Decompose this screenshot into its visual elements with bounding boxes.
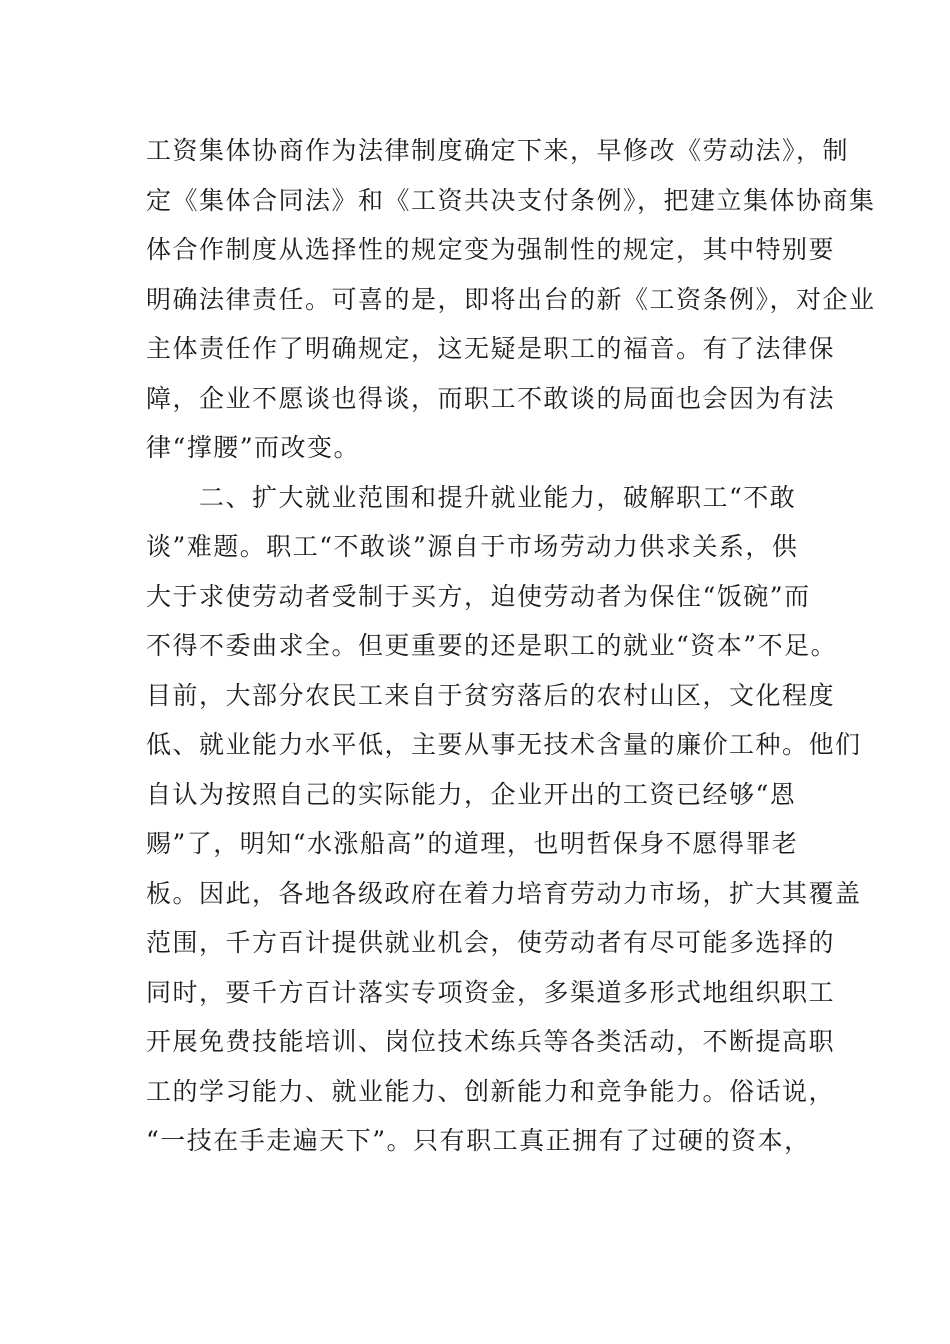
paragraph-two xyxy=(146,473,862,1166)
text-line: 律“撑腰”而改变。 xyxy=(146,433,361,462)
text-line: “一技在手走遍天下”。只有职工真正拥有了过硬的资本， xyxy=(146,1126,811,1155)
text-line: 定《集体合同法》和《工资共决支付条例》，把建立集体协商集 xyxy=(146,185,876,215)
text-line: 开展免费技能培训、岗位技术练兵等各类活动，不断提高职 xyxy=(146,1027,836,1056)
paragraph-continued xyxy=(146,126,876,473)
text-line: 板。因此，各地各级政府在着力培育劳动力市场，扩大其覆盖 xyxy=(146,878,862,908)
text-line: 明确法律责任。可喜的是，即将出台的新《工资条例》，对企业 xyxy=(146,284,876,314)
body-text xyxy=(146,126,876,1166)
text-line: 工的学习能力、就业能力、创新能力和竞争能力。俗话说， xyxy=(146,1076,836,1106)
text-line: 低、就业能力水平低，主要从事无技术含量的廉价工种。他们 xyxy=(146,730,862,759)
text-line: 谈”难题。职工“不敢谈”源自于市场劳动力供求关系，供 xyxy=(146,532,799,561)
text-line: 障，企业不愿谈也得谈，而职工不敢谈的局面也会因为有法 xyxy=(146,383,836,413)
text-line: 赐”了，明知“水涨船高”的道理，也明哲保身不愿得罪老 xyxy=(146,829,799,858)
text-line: 不得不委曲求全。但更重要的还是职工的就业“资本”不足。 xyxy=(146,631,838,660)
text-line: 自认为按照自己的实际能力，企业开出的工资已经够“恩 xyxy=(146,779,797,809)
text-line: 二、扩大就业范围和提升就业能力，破解职工“不敢 xyxy=(146,482,797,512)
text-line: 体合作制度从选择性的规定变为强制性的规定，其中特别要 xyxy=(146,235,836,264)
text-line: 工资集体协商作为法律制度确定下来，早修改《劳动法》，制 xyxy=(146,136,850,165)
text-line: 目前，大部分农民工来自于贫穷落后的农村山区，文化程度 xyxy=(146,680,836,710)
text-line: 范围，千方百计提供就业机会，使劳动者有尽可能多选择的 xyxy=(146,928,836,957)
text-line: 主体责任作了明确规定，这无疑是职工的福音。有了法律保 xyxy=(146,334,836,363)
text-line: 同时，要千方百计落实专项资金，多渠道多形式地组织职工 xyxy=(146,977,836,1007)
text-line: 大于求使劳动者受制于买方，迫使劳动者为保住“饭碗”而 xyxy=(146,581,811,611)
